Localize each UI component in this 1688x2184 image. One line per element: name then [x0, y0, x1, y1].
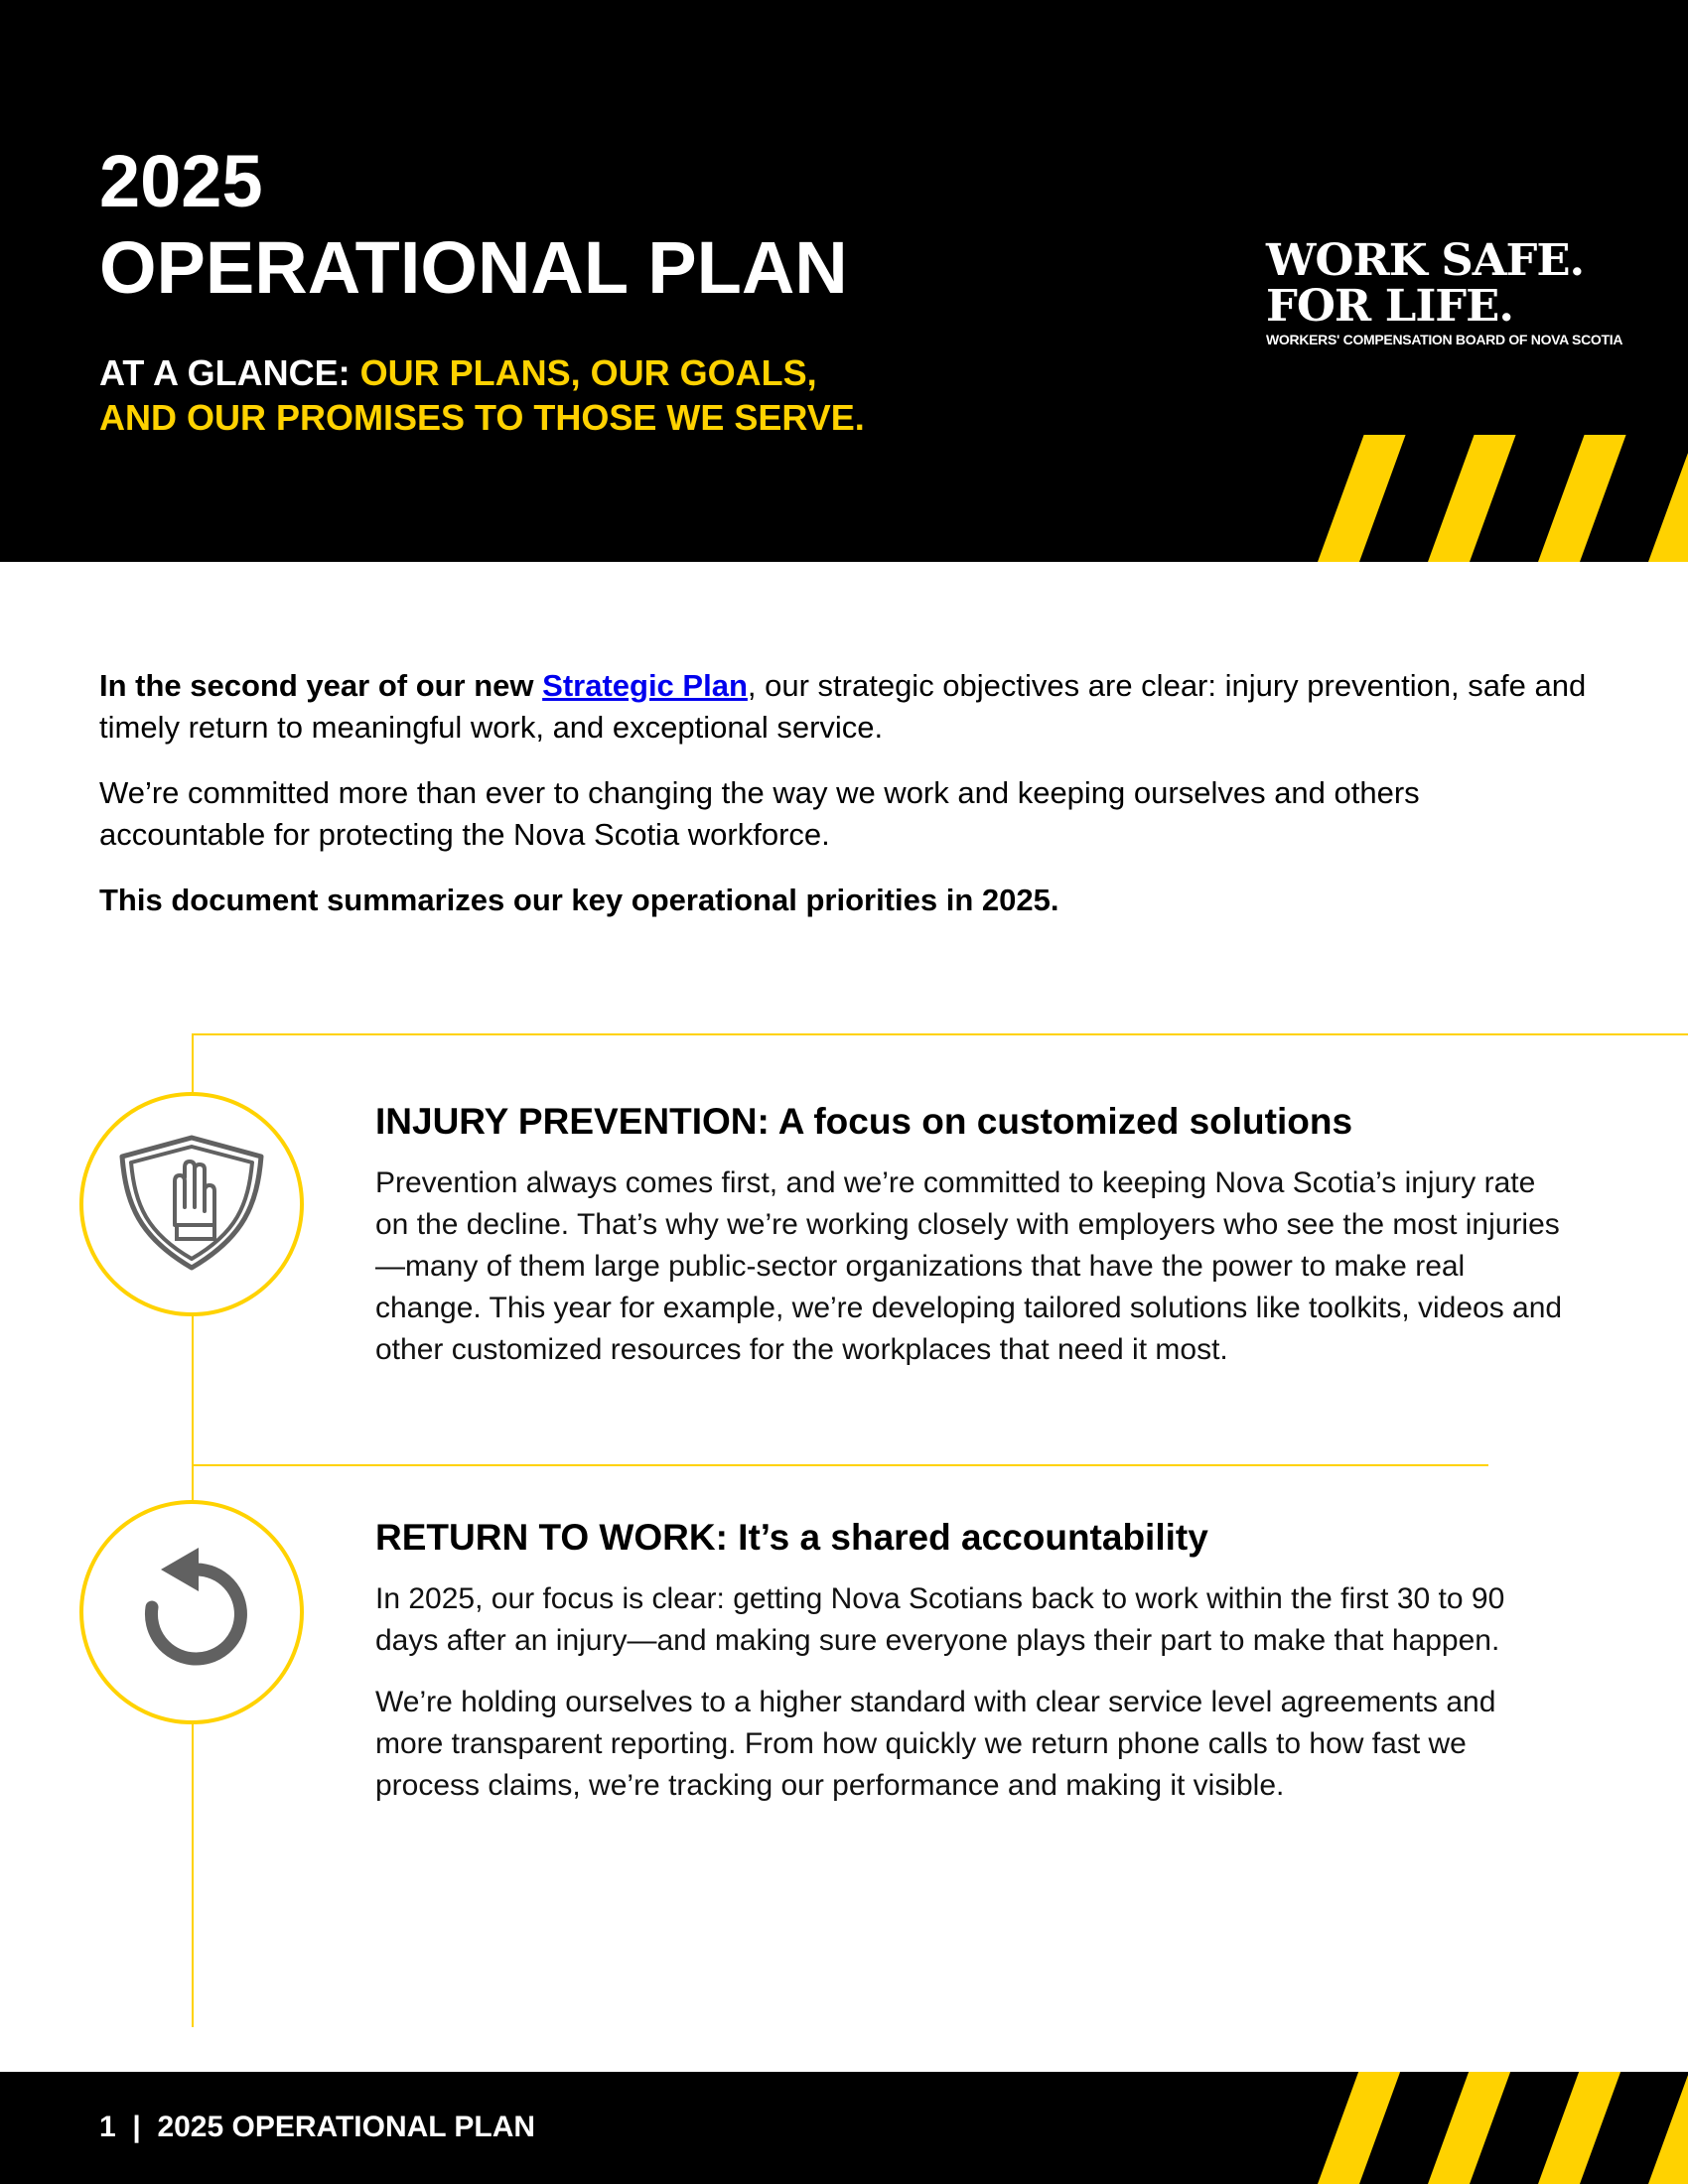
hazard-stripe	[1428, 435, 1516, 562]
intro-p1-rest: , our strategic objectives are clear: injury prevention, safe and timely return to meaningful work, and exceptional service.	[99, 668, 1587, 745]
section-paragraph: We’re holding ourselves to a higher standard with clear service level agreements and more transparent reporting. From how quickly we return phone calls to how fast we process claims, we’re tracking our performance and making it visible.	[375, 1686, 1496, 1802]
hazard-stripe	[1648, 435, 1688, 562]
page-title: OPERATIONAL PLAN	[99, 226, 848, 309]
hazard-stripe	[1538, 435, 1626, 562]
return-arrow-icon	[127, 1548, 256, 1677]
icon-circle-return-to-work	[79, 1500, 304, 1724]
icon-circle-injury-prevention	[79, 1092, 304, 1316]
footer-bar	[0, 2072, 1688, 2184]
hazard-stripe	[1648, 2072, 1688, 2184]
hazard-stripes-header	[0, 0, 1688, 562]
section-heading: RETURN TO WORK: It’s a shared accountability	[375, 1517, 1208, 1558]
hazard-stripe	[1538, 2072, 1620, 2184]
title-year: 2025	[99, 140, 263, 222]
logo-line2: FOR LIFE.	[1266, 281, 1513, 332]
timeline-divider-top	[192, 1033, 1688, 1035]
hazard-stripes-footer	[0, 2072, 1688, 2184]
strategic-plan-link[interactable]: Strategic Plan	[542, 668, 748, 703]
intro-paragraph-3	[99, 880, 1589, 921]
footer-title: 2025 OPERATIONAL PLAN	[157, 2111, 536, 2143]
shield-hand-icon	[117, 1130, 266, 1279]
logo-org-name: WORKERS' COMPENSATION BOARD OF NOVA SCOTIA	[1266, 332, 1623, 347]
page-number: 1	[99, 2111, 116, 2143]
hazard-stripe	[1318, 435, 1406, 562]
section-heading: INJURY PREVENTION: A focus on customized solutions	[375, 1101, 1353, 1142]
section-paragraph: Prevention always comes first, and we’re committed to keeping Nova Scotia’s injury rate on the decline. That’s why we’re working closely with employers who see the most injuries—many of them large public-sector organizations that have the power to make real change. This year for example, we’re developing tailored solutions like toolkits, videos and other customized resources for the workplaces that need it most.	[375, 1166, 1563, 1366]
section-paragraph: In 2025, our focus is clear: getting Nova Scotians back to work within the first 30 to 90 days after an injury—and making sure everyone plays their part to make that happen.	[375, 1582, 1505, 1657]
intro-paragraph-2: We’re committed more than ever to changing the way we work and keeping ourselves and others accountable for protecting the Nova Scotia workforce.	[99, 775, 1420, 852]
timeline-divider-middle	[192, 1464, 1488, 1466]
tagline-lead: AT A GLANCE:	[99, 352, 360, 393]
header-banner	[0, 0, 1688, 562]
intro-bold-lead: In the second year of our new	[99, 668, 543, 703]
intro-section	[99, 665, 1589, 945]
footer-separator: |	[132, 2111, 141, 2143]
tagline-accent-line1: OUR PLANS, OUR GOALS,	[359, 352, 817, 393]
tagline-accent-line2: AND OUR PROMISES TO THOSE WE SERVE.	[99, 397, 865, 438]
hazard-stripe	[1428, 2072, 1510, 2184]
intro-summary: This document summarizes our key operational priorities in 2025.	[99, 883, 1059, 917]
hazard-stripe	[1318, 2072, 1400, 2184]
intro-paragraph-1	[99, 665, 1589, 749]
logo-line1: WORK SAFE.	[1266, 235, 1585, 286]
section-return-to-work	[375, 1515, 1567, 1827]
section-injury-prevention	[375, 1099, 1567, 1391]
